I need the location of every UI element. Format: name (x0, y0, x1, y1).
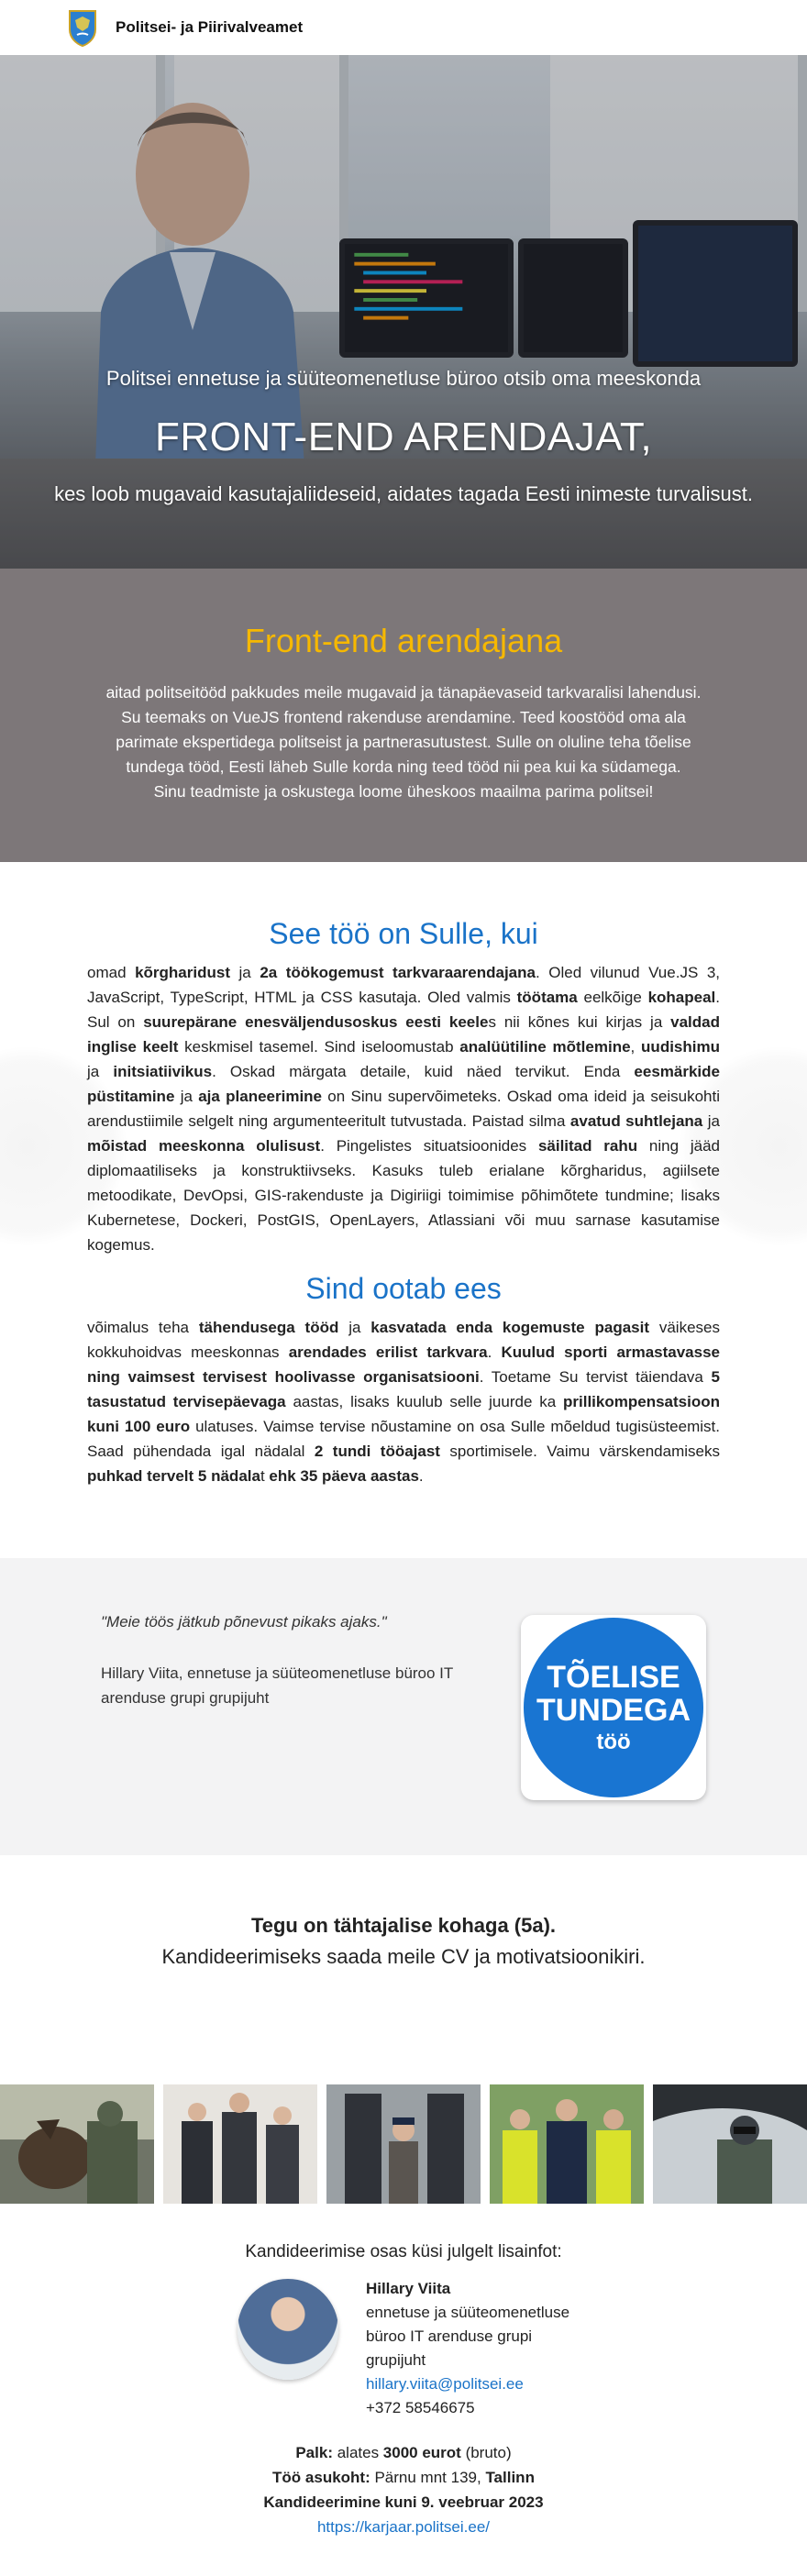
contact-name: Hillary Viita (365, 2280, 451, 2297)
helicopter-pilot-photo (653, 2084, 807, 2204)
officers-family-photo (163, 2084, 317, 2204)
career-site-link[interactable]: https://karjaar.politsei.ee/ (316, 2518, 491, 2536)
requirements-paragraph: omad kõrgharidust ja 2a töökogemust tarkvaraarendajana. Oled vilunud Vue.JS 3, JavaScript, TypeScript, HTML ja CSS kasutaja. Oled valmis töötama eelkõige kohapeal. Sul on suurepärane enesväljendusoskus eesti keeles nii kõnes kui kirjas ja valdad inglise keelt keskmisel tasemel. Sind iseloomustab analüütiline mõtlemine, uudishimu ja initsiatiivikus. Oskad märgata detaile, kuid näed tervikut. Enda eesmärkide püstitamine ja aja planeerimine on Sinu supervõimeteks. Oskad oma ideid ja seisukohti arendustiimile selgelt ning argumenteeritult tutvustada. Paistad silma avatud suhtlejana ja mõistad meeskonna olulisust. Pingelistes situatsioonides säilitad rahu ning jääd diplomaatiliseks ja konstruktiivseks. Kasuks tuleb erialane kõrgharidus, agiilsete metoodikate, DevOpsi, GIS-rakenduste ja Digiriigi toimimise põhimõtete tundmine; lisaks Kubernetese, Dockeri, PostGIS, OpenLayers, Atlassiani või muu sarnase kasutamise kogemus. (87, 964, 721, 1254)
child-with-officer-photo (326, 2084, 481, 2204)
intro-line: Su teemaks on VueJS frontend rakenduse arendamine. Teed koostööd oma ala (121, 708, 686, 726)
contact-role: büroo IT arenduse grupi (365, 2327, 533, 2345)
contact-phone: +372 58546675 (365, 2399, 475, 2416)
salary-line: Palk: alates 3000 eurot (bruto) (295, 2444, 512, 2461)
intro-line: Sinu teadmiste ja oskustega loome üheskoos maailma parima politsei! (153, 782, 654, 801)
police-crest-icon[interactable] (66, 7, 99, 48)
contact-email-link[interactable]: hillary.viita@politsei.ee (365, 2375, 524, 2393)
quote-text: "Meie töös jätkub põnevust pikaks ajaks." (101, 1613, 387, 1631)
tundega-too-badge (521, 1615, 706, 1800)
badge-circle (524, 1618, 703, 1797)
hero-title: FRONT-END ARENDAJAT, (154, 415, 653, 459)
female-officers-photo (490, 2084, 644, 2204)
contract-term: Tegu on tähtajalise kohaga (5a). (250, 1914, 557, 1937)
job-description (0, 862, 807, 1558)
quote-section (0, 1558, 807, 1855)
contact-card (0, 2277, 807, 2420)
hero-lead: Politsei ennetuse ja süüteomenetluse büroo otsib oma meeskonda (105, 367, 702, 390)
contact-role: grupijuht (365, 2351, 426, 2369)
intro-line: tundega tööd, Eesti läheb Sulle korda ning teed tööd nii pea kui ka südamega. (126, 757, 681, 776)
badge-line: TUNDEGA (536, 1693, 691, 1728)
section-title-benefits: Sind ootab ees (305, 1272, 502, 1305)
quote-author (101, 1661, 486, 1710)
intro-line: parimate ekspertidega politseist ja partnerasutustest. Sulle on oluline teha tõelise (116, 733, 691, 751)
location-line: Töö asukoht: Pärnu mnt 139, Tallinn (272, 2469, 535, 2486)
deadline-line: Kandideerimine kuni 9. veebruar 2023 (263, 2493, 544, 2511)
quote-author-line: Hillary Viita, ennetuse ja süüteomenetluse büroo IT (101, 1664, 454, 1682)
intro-section (0, 569, 807, 862)
application-instructions: Kandideerimiseks saada meile CV ja motivatsioonikiri. (161, 1945, 646, 1968)
contact-section (0, 2204, 807, 2576)
police-dog-photo (0, 2084, 154, 2204)
contract-info (0, 1855, 807, 2057)
contact-role: ennetuse ja süüteomenetluse (365, 2304, 570, 2321)
contact-details (366, 2277, 569, 2420)
job-facts (0, 2440, 807, 2576)
site-header (0, 0, 807, 55)
intro-title: Front-end arendajana (244, 622, 563, 659)
hero-banner (0, 55, 807, 569)
photo-gallery (0, 2084, 807, 2204)
quote-block (101, 1613, 486, 1710)
org-name[interactable]: Politsei- ja Piirivalveamet (116, 18, 304, 36)
hero-subtitle: kes loob mugavaid kasutajaliideseid, aidates tagada Eesti inimeste turvalisust. (54, 482, 753, 505)
badge-line: TÕELISE (547, 1660, 680, 1695)
section-title-requirements: See töö on Sulle, kui (269, 917, 538, 950)
benefits-paragraph: võimalus teha tähendusega tööd ja kasvatada enda kogemuste pagasit väikeses kokkuhoidvas meeskonnas arendades erilist tarkvara. Kuulud sporti armastavasse ning vaimsest tervisest hoolivasse organisatsiooni. Toetame Su tervist täiendava 5 tasustatud tervisepäevaga aastas, lisaks kuulub selle juurde ka prillikompensatsioon kuni 100 euro ulatuses. Vaimse tervise nõustamine on osa Sulle mõeldud tugisüsteemist. Saad pühendada igal nädalal 2 tundi tööajast sportimisele. Vaimu värskendamiseks puhkad tervelt 5 nädalat ehk 35 päeva aastas. (87, 1319, 720, 1485)
contact-prompt: Kandideerimise osas küsi julgelt lisainfot: (245, 2242, 562, 2261)
badge-line: töö (596, 1730, 631, 1754)
intro-line: aitad politseitööd pakkudes meile mugavaid ja tänapäevaseid tarkvaralisi lahendusi. (105, 683, 702, 702)
avatar (238, 2279, 338, 2380)
quote-author-line: arenduse grupi grupijuht (101, 1689, 270, 1707)
